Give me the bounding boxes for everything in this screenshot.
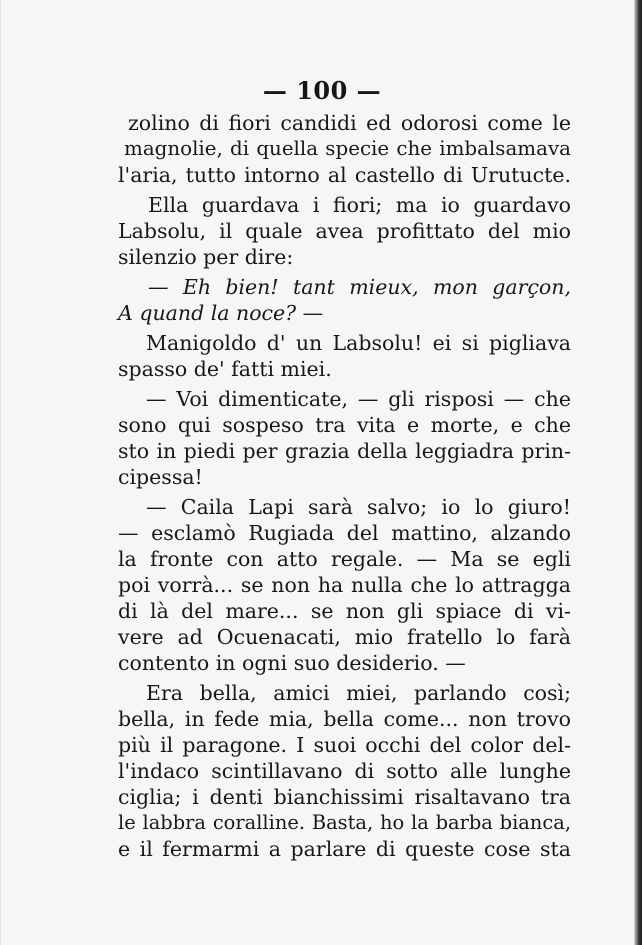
text-line: — Voi dimenticate, — gli risposi — che (146, 387, 571, 411)
text-line: Labsolu, il quale avea profittato del mio (118, 219, 571, 243)
text-line: sto in piedi per grazia della leggiadra prin- (118, 439, 571, 463)
text-line: spasso de' fatti miei. (118, 357, 332, 381)
text-line: cipessa! (118, 465, 203, 489)
text-line: zolino di fiori candidi ed odorosi come le (128, 111, 571, 135)
page-edge-shadow (634, 0, 642, 945)
text-line: ciglia; i denti bianchissimi risaltavano tra (118, 785, 571, 809)
text-line: contento in ogni suo desiderio. — (118, 651, 466, 675)
text-line: Ella guardava i fiori; ma io guardavo (148, 193, 571, 217)
text-line: l'aria, tutto intorno al castello di Urutucte. (118, 163, 571, 187)
text-line: — esclamò Rugiada del mattino, alzando (118, 521, 571, 545)
text-line: bella, in fede mia, bella come... non trovo (118, 707, 571, 731)
text-line: la fronte con atto regale. — Ma se egli (118, 547, 571, 571)
body-text (118, 110, 571, 862)
text-line: magnolie, di quella specie che imbalsamava (124, 137, 571, 160)
text-line: A quand la noce? — (118, 301, 324, 325)
text-line: — Caila Lapi sarà salvo; io lo giuro! (146, 495, 571, 519)
text-line: Era bella, amici miei, parlando così; (146, 681, 571, 705)
text-line: più il paragone. I suoi occhi del color del- (118, 733, 571, 757)
text-line: — Eh bien! tant mieux, mon garçon, (148, 275, 571, 299)
page-number: — 100 — (262, 76, 382, 105)
text-line: e il fermarmi a parlare di queste cose sta (118, 837, 571, 861)
text-line: vere ad Ocuenacati, mio fratello lo farà (118, 625, 571, 649)
text-line: le labbra coralline. Basta, ho la barba bianca, (118, 811, 571, 834)
text-line: Manigoldo d' un Labsolu! ei si pigliava (146, 331, 571, 355)
text-line: l'indaco scintillavano di sotto alle lunghe (118, 759, 571, 783)
text-line: sono qui sospeso tra vita e morte, e che (118, 413, 571, 437)
text-line: poi vorrà... se non ha nulla che lo attragga (118, 573, 571, 597)
text-line: di là del mare... se non gli spiace di vi- (118, 599, 571, 623)
text-line: silenzio per dire: (118, 245, 294, 269)
